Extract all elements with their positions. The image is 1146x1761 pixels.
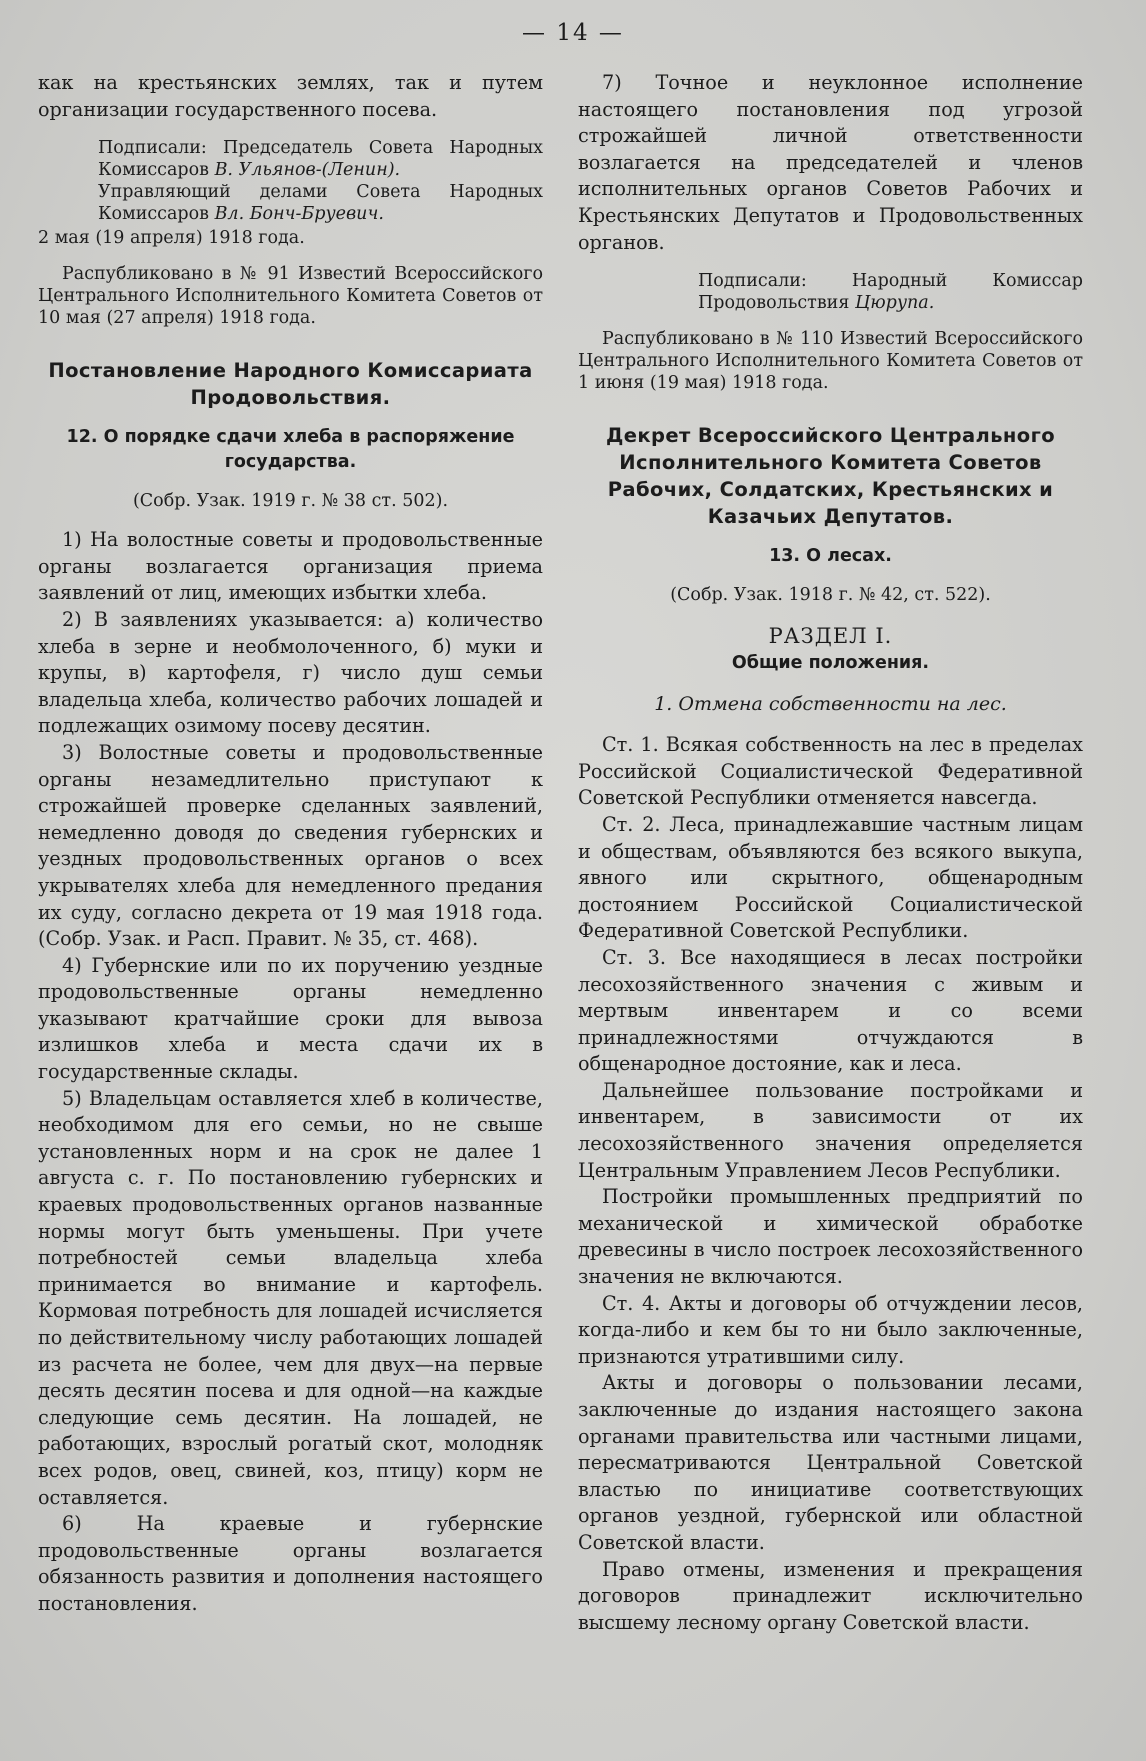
- article-3: 3) Волостные советы и продовольственные органы незамедлительно приступают к строжайшей проверке сделанных заявлений, немедленно доводя до сведения губернских и уездных продовольственных органов о всех укрывателях хлеба для немедленного предания их суду, согласно декрета от 19 мая 1918 года. (Собр. Узак. и Расп. Правит. № 35, ст. 468).: [38, 740, 543, 951]
- section-subtitle: Общие положения.: [731, 653, 930, 674]
- signature-name-chairman: В. Ульянов-(Ленин).: [214, 160, 401, 181]
- statute-3-note-b: Постройки промышленных предприятий по механической и химической обработке древесины в число построек лесохозяйственного значения не включаются.: [578, 1185, 1083, 1289]
- publication-note: Распубликовано в № 91 Известий Всероссийского Центрального Исполнительного Комитета Советов от 10 мая (27 апреля) 1918 года.: [38, 264, 543, 329]
- signature-manager: Управляющий делами Совета Народных Комиссаров Вл. Бонч-Бруевич.: [98, 182, 543, 225]
- section-heading: Декрет Всероссийского Центрального Исполнительного Комитета Советов Рабочих, Солдатских, Крестьянских и Казачьих Депутатов.: [606, 424, 1055, 529]
- article-5: 5) Владельцам оставляется хлеб в количестве, необходимом для его семьи, но не свыше установленных норм и на срок не далее 1 августа с. г. По постановлению губернских и краевых продовольственных органов названные нормы могут быть уменьшены. При учете потребностей семьи владельца хлеба принимается во внимание и картофель. Кормовая потребность для лошадей исчисляется по действительному числу работающих лошадей из расчета не более, чем для двух—на первые десять десятин посева и для одной—на каждые следующие семь десятин. На лошадей, не работающих, взрослый рогатый скот, молодняк всех родов, овец, свиней, коз, птицу) корм не оставляется.: [38, 1086, 543, 1509]
- article-1: 1) На волостные советы и продовольственные органы возлагается организация приема заявлений от лиц, имеющих избытки хлеба.: [38, 528, 543, 605]
- page-number: — 14 —: [522, 20, 624, 46]
- article-4: 4) Губернские или по их поручению уездные продовольственные органы немедленно указывают кратчайшие сроки для вывоза излишков хлеба и места сдачи их в государственные склады.: [38, 953, 543, 1084]
- signature-name-commissar: Цюрупа.: [854, 293, 935, 314]
- paragraph-continuation: как на крестьянских землях, так и путем организации государственного посева.: [38, 71, 543, 121]
- subsection-title: 1. Отмена собственности на лес.: [654, 693, 1007, 716]
- statute-4: Ст. 4. Акты и договоры об отчуждении лесов, когда-либо и кем бы то ни было заключенные, признаются утратившими силу.: [578, 1291, 1083, 1368]
- article-6: 6) На краевые и губернские продовольственные органы возлагается обязанность развития и дополнения настоящего постановления.: [38, 1512, 543, 1615]
- signature-chairman: Подписали: Председатель Совета Народных Комиссаров В. Ульянов-(Ленин).: [98, 138, 543, 181]
- signature-commissar: Подписали: Народный Комиссар Продовольствия Цюрупа.: [698, 271, 1083, 314]
- statute-4-note-a: Акты и договоры о пользовании лесами, заключенные до издания настоящего закона органами правительства или частными лицами, пересматриваются Центральной Советской властью по инициативе соответствующих органов уездной, губернской или областной Советской власти.: [578, 1371, 1083, 1554]
- right-column: [578, 70, 1083, 1750]
- signature-name-manager: Вл. Бонч-Бруевич.: [214, 204, 384, 225]
- statute-3-note-a: Дальнейшее пользование постройками и инвентарем, в зависимости от их лесохозяйственного значения определяется Центральным Управлением Лесов Республики.: [578, 1078, 1083, 1182]
- decree-title: 12. О порядке сдачи хлеба в распоряжение государства.: [66, 427, 515, 473]
- statute-2: Ст. 2. Леса, принадлежавшие частным лицам и обществам, объявляются без всякого выкупа, явного или скрытного, общенародным достоянием Российской Социалистической Федеративной Советской Республики.: [578, 812, 1083, 943]
- article-2: 2) В заявлениях указывается: а) количество хлеба в зерне и необмолоченного, б) муки и крупы, в) картофеля, г) число душ семьи владельца хлеба, количество рабочих лошадей и подлежащих озимому посеву десятин.: [38, 607, 543, 738]
- source-reference: (Собр. Узак. 1918 г. № 42, ст. 522).: [670, 585, 991, 606]
- section-title: РАЗДЕЛ I.: [768, 624, 893, 649]
- decree-title: 13. О лесах.: [769, 546, 892, 567]
- source-reference: (Собр. Узак. 1919 г. № 38 ст. 502).: [132, 491, 449, 512]
- statute-4-note-b: Право отмены, изменения и прекращения договоров принадлежит исключительно высшему лесному органу Советской власти.: [578, 1557, 1083, 1634]
- article-7: 7) Точное и неуклонное исполнение настоящего постановления под угрозой строжайшей личной ответственности возлагается на председателей и членов исполнительных органов Советов Рабочих и Крестьянских Депутатов и Продовольственных органов.: [578, 71, 1083, 254]
- document-date: 2 мая (19 апреля) 1918 года.: [38, 228, 305, 249]
- statute-3: Ст. 3. Все находящиеся в лесах постройки лесохозяйственного значения с живым и мертвым инвентарем и со всеми принадлежностями отчуждаются в общенародное достояние, как и леса.: [578, 945, 1083, 1076]
- statute-1: Ст. 1. Всякая собственность на лес в пределах Российской Социалистической Федеративной Советской Республики отменяется навсегда.: [578, 733, 1083, 810]
- left-column: [38, 70, 543, 1750]
- publication-note: Распубликовано в № 110 Известий Всероссийского Центрального Исполнительного Комитета Советов от 1 июня (19 мая) 1918 года.: [578, 329, 1083, 394]
- section-heading: Постановление Народного Комиссариата Продовольствия.: [48, 359, 533, 410]
